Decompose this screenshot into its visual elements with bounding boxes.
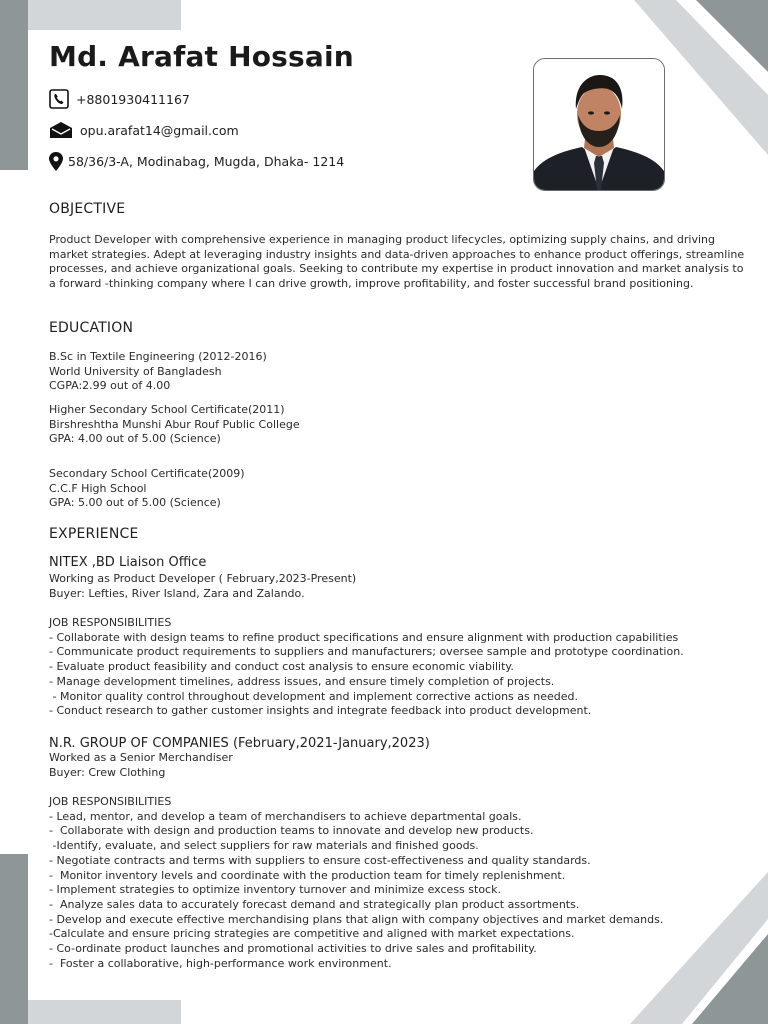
decor-bar-left-bottom xyxy=(0,854,28,1024)
job-responsibilities xyxy=(49,795,663,971)
education-entry xyxy=(49,467,244,511)
profile-photo xyxy=(533,58,665,191)
list-item: - Monitor quality control throughout development and implement corrective actions as needed. xyxy=(49,689,578,703)
education-result: GPA: 5.00 out of 5.00 (Science) xyxy=(49,496,221,510)
list-item: -Calculate and ensure pricing strategies are competitive and aligned with market expectations. xyxy=(49,927,575,941)
candidate-name: Md. Arafat Hossain xyxy=(49,40,354,73)
education-result: CGPA:2.99 out of 4.00 xyxy=(49,379,171,393)
list-item: - Monitor inventory levels and coordinate with the production team for timely replenishment. xyxy=(49,868,566,882)
list-item: - Develop and execute effective merchandising plans that align with company objectives and market demands. xyxy=(49,912,664,926)
decor-bar-top xyxy=(28,0,181,30)
education-entry xyxy=(49,403,300,447)
job-buyer: Buyer: Crew Clothing xyxy=(49,765,166,779)
education-institution: World University of Bangladesh xyxy=(49,364,222,378)
location-pin-icon xyxy=(49,151,63,171)
job-details xyxy=(49,751,233,780)
education-heading: EDUCATION xyxy=(49,320,134,336)
experience-heading: EXPERIENCE xyxy=(49,526,139,542)
list-item: - Co-ordinate product launches and promotional activities to drive sales and profitability. xyxy=(49,942,537,956)
contact-address xyxy=(49,151,344,171)
list-item: - Conduct research to gather customer insights and integrate feedback into product development. xyxy=(49,704,592,718)
list-item: - Lead, mentor, and develop a team of merchandisers to achieve departmental goals. xyxy=(49,809,522,823)
contact-email xyxy=(49,120,239,140)
job-role: Working as Product Developer ( February,2023-Present) xyxy=(49,572,357,585)
list-item: - Communicate product requirements to suppliers and manufacturers; oversee sample and prototype coordination. xyxy=(49,645,684,659)
education-institution: C.C.F High School xyxy=(49,481,147,495)
job-buyer: Buyer: Lefties, River Island, Zara and Zalando. xyxy=(49,586,305,600)
job-role: Worked as a Senior Merchandiser xyxy=(49,751,233,764)
decor-bar-left-top xyxy=(0,0,28,170)
list-item: -Identify, evaluate, and select suppliers for raw materials and finished goods. xyxy=(49,839,479,853)
job-responsibilities xyxy=(49,616,684,719)
list-item: - Collaborate with design teams to refine product specifications and ensure alignment with production capabilities xyxy=(49,630,679,644)
education-institution: Birshreshtha Munshi Abur Rouf Public College xyxy=(49,417,300,431)
postal-address: 58/36/3-A, Modinabag, Mugda, Dhaka- 1214 xyxy=(68,153,345,169)
job-details xyxy=(49,572,356,601)
job-company: NITEX ,BD Liaison Office xyxy=(49,555,207,570)
responsibilities-heading: JOB RESPONSIBILITIES xyxy=(49,795,172,808)
education-degree: Higher Secondary School Certificate(2011) xyxy=(49,403,285,416)
list-item: - Negotiate contracts and terms with suppliers to ensure cost-effectiveness and quality standards. xyxy=(49,853,591,867)
education-result: GPA: 4.00 out of 5.00 (Science) xyxy=(49,432,221,446)
email-address: opu.arafat14@gmail.com xyxy=(80,122,239,138)
phone-icon xyxy=(49,89,69,109)
education-degree: B.Sc in Textile Engineering (2012-2016) xyxy=(49,350,267,363)
education-entry xyxy=(49,350,267,394)
objective-text: Product Developer with comprehensive experience in managing product lifecycles, optimizing supply chains, and driving market strategies. Adept at leveraging industry insights and data-driven approaches to enhance product offerings, streamline processes, and achieve organizational goals. Seeking to contribute my expertise in product innovation and market analysis to a forward -thinking company where I can drive growth, improve profitability, and foster successful brand positioning. xyxy=(49,233,745,290)
list-item: - Implement strategies to optimize inventory turnover and minimize excess stock. xyxy=(49,883,501,897)
list-item: - Analyze sales data to accurately forecast demand and strategically plan product assortments. xyxy=(49,897,580,911)
education-degree: Secondary School Certificate(2009) xyxy=(49,467,245,480)
responsibilities-heading: JOB RESPONSIBILITIES xyxy=(49,616,172,629)
list-item: - Manage development timelines, address issues, and ensure timely completion of projects. xyxy=(49,674,555,688)
objective-heading: OBJECTIVE xyxy=(49,201,126,217)
job-company: N.R. GROUP OF COMPANIES (February,2021-January,2023) xyxy=(49,736,430,751)
decor-bar-bottom xyxy=(28,1000,181,1024)
list-item: - Foster a collaborative, high-performance work environment. xyxy=(49,956,392,970)
contact-phone xyxy=(49,89,190,109)
list-item: - Evaluate product feasibility and conduct cost analysis to ensure economic viability. xyxy=(49,660,514,674)
phone-number: +8801930411167 xyxy=(76,91,190,107)
email-icon xyxy=(49,120,73,140)
list-item: - Collaborate with design and production teams to innovate and develop new products. xyxy=(49,824,534,838)
